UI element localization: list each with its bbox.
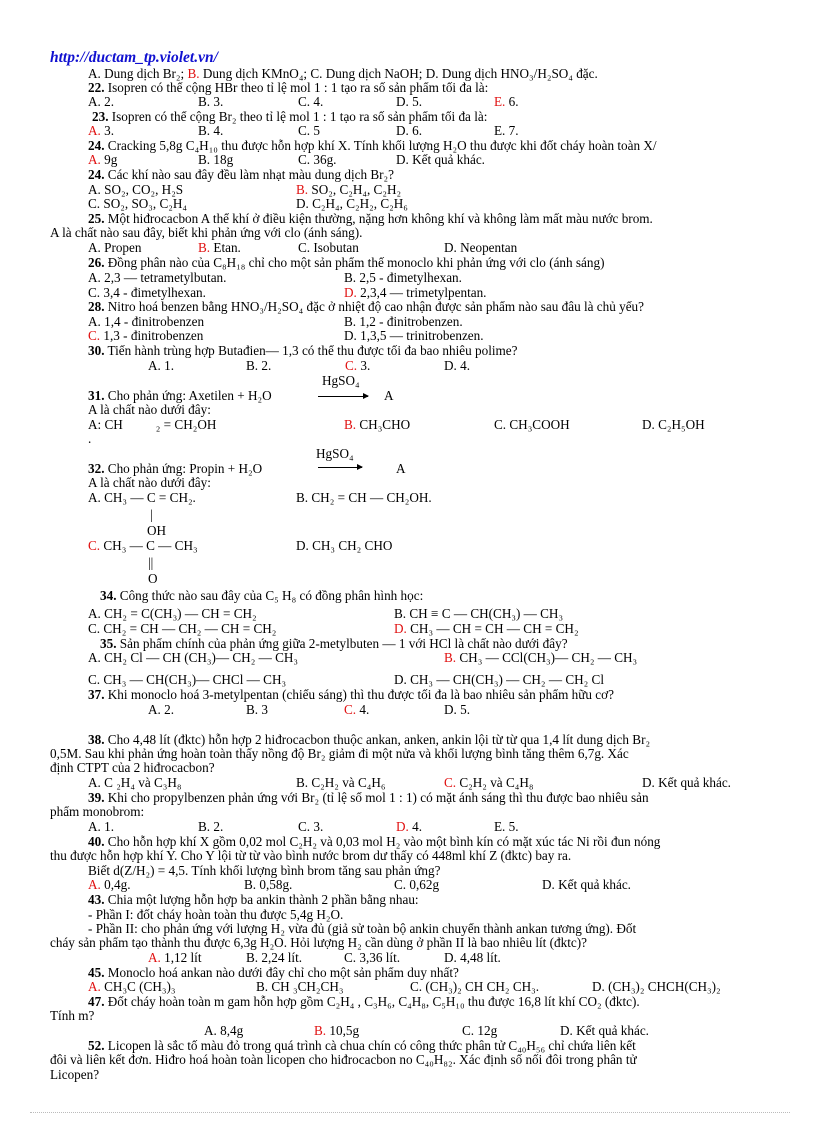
q45-stem: 45. Monoclo hoá ankan nào dưới đây chỉ cho một sản phẩm duy nhất? <box>88 965 459 980</box>
q43-stem-2: - Phần I: đốt cháy hoàn toàn thu được 5,4g H₂O. <box>88 907 344 922</box>
header-link[interactable]: http://ductam_tp.violet.vn/ <box>50 49 218 66</box>
q32-stem: 32. Cho phản ứng: Propin + H₂O <box>88 461 263 476</box>
q26-stem: 26. Đồng phân nào của C₈H₁₈ chỉ cho một sản phẩm thế monoclo khi phản ứng với clo (ánh sáng) <box>88 255 605 270</box>
q31-product: A <box>384 388 394 403</box>
q31-dot: . <box>88 431 92 446</box>
q32-line2: A là chất nào dưới đây: <box>88 475 211 490</box>
q40-stem-2: thu được hỗn hợp khí Y. Cho Y lội từ từ vào bình nước brom dư thấy có 448ml khí Z (đktc) bay ra. <box>50 848 572 863</box>
q32-oxygen: O <box>148 571 158 586</box>
q38-stem-3: định CTPT của 2 hiđrocacbon? <box>50 760 215 775</box>
q52-stem-2: đôi và liên kết đơn. Hiđro hoá hoàn toàn licopen cho hiđrocacbon no C₄₀H₈₂. Xác định số nối đôi trong phân tử <box>50 1052 637 1067</box>
q52-stem-3: Licopen? <box>50 1067 100 1082</box>
q31-catalyst: HgSO₄ <box>322 373 360 388</box>
q32-catalyst: HgSO₄ <box>316 446 354 461</box>
q25-stem-2: A là chất nào sau đây, biết khi phản ứng với clo (ánh sáng). <box>50 225 363 240</box>
q32-product: A <box>396 461 406 476</box>
q32-arrow <box>318 467 362 468</box>
q34-stem: 34. Công thức nào sau đây của C₅ H₈ có đồng phân hình học: <box>100 588 424 603</box>
document-page: http://ductam_tp.violet.vn/ A. Dung dịch Br₂; B. Dung dịch KMnO₄; C. Dung dịch NaOH; D. Dung dịch HNO₃/H₂SO₄ đặc. 22. Isopren có thể cộng HBr theo tỉ lệ mol 1 : 1 tạo ra số sản phẩm tối đa là: A. 2. B. 3. C. 4. D. 5. E. 6. 23. Isopren có thể cộng Br₂ theo tỉ lệ mol 1 : 1 tạo ra số sản phẩm tối đa là: A. 3. B. 4. C. 5 D. 6. E. 7. 24. Cracking 5,8g C₄H₁₀ thu được hỗn hợp khí X. Tính khối lượng H₂O thu được khi đốt cháy hoàn toàn X/ A. 9g B. 18g C. 36g. D. Kết quả khác. 24. Các khí nào sau đây đều làm nhạt màu dung dịch Br₂? A. SO₂, CO₂, H₂S B. SO₂, C₂H₄, C₂H₂ C. SO₂, SO₃, C₂H₄ D. C₂H₄, C₂H₂, C₂H₆ 25. Một hiđrocacbon A thể khí ở điều kiện thường, nặng hơn không khí và không làm mất màu nước brom. A là chất nào sau đây, biết khi phản ứng với clo (ánh sáng). A. Propen B. Etan. C. Isobutan D. Neopentan 26. Đồng phân nào của C₈H₁₈ chỉ cho một sản phẩm thế monoclo khi phản ứng với clo (ánh sáng) A. 2,3 — tetrametylbutan. B. 2,5 - đimetylhexan. C. 3,4 - đimetylhexan. D. 2,3,4 — trimetylpentan. 28. Nitro hoá benzen bằng HNO₃/H₂SO₄ đặc ở nhiệt độ cao nhận được sản phẩm nào sau đâu là chủ yếu? A. 1,4 - đinitrobenzen B. 1,2 - đinitrobenzen. C. 1,3 - đinitrobenzen D. 1,3,5 — trinitrobenzen. 30. Tiến hành trùng hợp Butađien— 1,3 có thể thu được tối đa bao nhiêu polime? A. 1. B. 2. C. 3. D. 4. HgSO₄ 31. Cho phản ứng: Axetilen + H₂O A A là chất nào dưới đây: A: CH ₂ = CH₂OH B. CH₃CHO C. CH₃COOH D. C₂H₅OH . HgSO₄ 32. Cho phản ứng: Propin + H₂O A A là chất nào dưới đây: A. CH₃ — C = CH₂. B. CH₂ = CH — CH₂OH. | OH C. CH₃ — C — CH₃ D. CH₃ CH₂ CHO || O 34. Công thức nào sau đây của C₅ H₈ có đồng phân hình học: A. CH₂ = C(CH₃) — CH = CH₂ B. CH ≡ C — CH(CH₃) — CH₃ C. CH₂ = CH — CH₂ — CH = CH₂ D. CH₃ — CH = CH — CH = CH₂ 35. Sản phẩm chính của phản ứng giữa 2-metylbuten — 1 với HCl là chất nào dưới đây? A. CH₂ Cl — CH (CH₃)— CH₂ — CH₃ B. CH₃ — CCl(CH₃)— CH₂ — CH₃ C. CH₃ — CH(CH₃)— CHCl — CH₃ D. CH₃ — CH(CH₃) — CH₂ — CH₂ Cl 37. Khi monoclo hoá 3-metylpentan (chiếu sáng) thì thu được tối đa là bao nhiêu sản phẩm hữu cơ? A. 2. B. 3 C. 4. D. 5. 38. Cho 4,48 lít (đktc) hỗn hợp 2 hiđrocacbon thuộc ankan, anken, ankin lội từ từ qua 1,4 lít dung dịch Br₂ 0,5M. Sau khi phản ứng hoàn toàn thấy nồng độ Br₂ giảm đi một nửa và khối lượng bình tăng thêm 6,7g. Xác định CTPT của 2 hiđrocacbon? A. C ₂H₄ và C₃H₈ B. C₂H₂ và C₄H₆ C. C₂H₂ và C₄H₈ D. Kết quả khác. 39. Khi cho propylbenzen phản ứng với Br₂ (tỉ lệ số mol 1 : 1) có mặt ánh sáng thì thu được bao nhiêu sản phẩm monobrom: A. 1. B. 2. C. 3. D. 4. E. 5. 40. Cho hỗn hợp khí X gồm 0,02 mol C₂H₂ và 0,03 mol H₂ vào một bình kín có mặt xúc tác Ni rồi đun nóng thu được hỗn hợp khí Y. Cho Y lội từ từ vào bình nước brom dư thấy có 448ml khí Z (đktc) bay ra. Biết d(Z/H₂) = 4,5. Tính khối lượng bình brom tăng sau phản ứng? A. 0,4g. B. 0,58g. C. 0,62g D. Kết quả khác. 43. Chia một lượng hỗn hợp ba ankin thành 2 phần bằng nhau: - Phần I: đốt cháy hoàn toàn thu được 5,4g H₂O. - Phần II: cho phản ứng với lượng H₂ vừa đủ (giả sử toàn bộ ankin chuyển thành ankan tương ứng). Đốt cháy sản phẩm tạo thành thu được 6,3g H₂O. Hỏi lượng H₂ cần dùng ở phần II là bao nhiêu lít (đktc)? A. 1,12 lít B. 2,24 lít. C. 3,36 lít. D. 4,48 lít. 45. Monoclo hoá ankan nào dưới đây chỉ cho một sản phẩm duy nhất? A. CH₃C (CH₃)₃ B. CH ₃CH₂CH₃ C. (CH₃)₂ CH CH₂ CH₃. D. (CH₃)₂ CHCH(CH₃)₂ 47. Đốt cháy hoàn toàn m gam hỗn hợp gồm C₂H₄ , C₃H₆, C₄H₈, C₅H₁₀ thu được 16,8 lít khí CO₂ (đktc). Tính m? A. 8,4g B. 10,5g C. 12g D. Kết quả khác. 52. Licopen là sắc tố màu đỏ trong quá trình cà chua chín có công thức phân tử C₄₀H₅₆ chỉ chứa liên kết đôi và liên kết đơn. Hiđro hoá hoàn toàn licopen cho hiđrocacbon no C₄₀H₈₂. Xác định số nối đôi trong phân tử Licopen? <box>0 0 816 1123</box>
q47-stem: 47. Đốt cháy hoàn toàn m gam hỗn hợp gồm C₂H₄ , C₃H₆, C₄H₈, C₅H₁₀ thu được 16,8 lít khí CO₂ (đktc). <box>88 994 640 1009</box>
q52-stem: 52. Licopen là sắc tố màu đỏ trong quá trình cà chua chín có công thức phân tử C₄₀H₅₆ chỉ chứa liên kết <box>88 1038 636 1053</box>
q28-stem: 28. Nitro hoá benzen bằng HNO₃/H₂SO₄ đặc ở nhiệt độ cao nhận được sản phẩm nào sau đâu là chủ yếu? <box>88 299 645 314</box>
q43-stem: 43. Chia một lượng hỗn hợp ba ankin thành 2 phần bằng nhau: <box>88 892 419 907</box>
q47-stem-2: Tính m? <box>50 1008 95 1023</box>
q37-stem: 37. Khi monoclo hoá 3-metylpentan (chiếu sáng) thì thu được tối đa là bao nhiêu sản phẩm hữu cơ? <box>88 687 614 702</box>
q22-stem: 22. Isopren có thể cộng HBr theo tỉ lệ mol 1 : 1 tạo ra số sản phẩm tối đa là: <box>88 80 489 95</box>
q38-stem: 38. Cho 4,48 lít (đktc) hỗn hợp 2 hiđrocacbon thuộc ankan, anken, ankin lội từ từ qua 1,4 lít dung dịch Br₂ <box>88 732 651 747</box>
q43-stem-3: - Phần II: cho phản ứng với lượng H₂ vừa đủ (giả sử toàn bộ ankin chuyển thành ankan tương ứng). Đốt <box>88 921 637 936</box>
q39-stem: 39. Khi cho propylbenzen phản ứng với Br₂ (tỉ lệ số mol 1 : 1) có mặt ánh sáng thì thu được bao nhiêu sản <box>88 790 649 805</box>
q32-oh: OH <box>147 523 167 538</box>
q31-arrow <box>318 396 368 397</box>
q31-line2: A là chất nào dưới đây: <box>88 402 211 417</box>
q38-stem-2: 0,5M. Sau khi phản ứng hoàn toàn thấy nồng độ Br₂ giảm đi một nửa và khối lượng bình tăng thêm 6,7g. Xác <box>50 746 629 761</box>
q24b-stem: 24. Các khí nào sau đây đều làm nhạt màu dung dịch Br₂? <box>88 167 395 182</box>
q40-stem: 40. Cho hỗn hợp khí X gồm 0,02 mol C₂H₂ và 0,03 mol H₂ vào một bình kín có mặt xúc tác Ni rồi đun nóng <box>88 834 661 849</box>
q39-stem-2: phẩm monobrom: <box>50 804 145 819</box>
q30-stem: 30. Tiến hành trùng hợp Butađien— 1,3 có thể thu được tối đa bao nhiêu polime? <box>88 343 518 358</box>
q32-bond-single: | <box>150 507 153 522</box>
q40-stem-3: Biết d(Z/H₂) = 4,5. Tính khối lượng bình brom tăng sau phản ứng? <box>88 863 441 878</box>
page-bottom-border <box>30 1112 790 1113</box>
q32-bond-double: || <box>148 555 154 570</box>
q21-options: A. Dung dịch Br₂; B. Dung dịch KMnO₄; C. Dung dịch NaOH; D. Dung dịch HNO₃/H₂SO₄ đặc. <box>88 66 598 81</box>
q25-stem: 25. Một hiđrocacbon A thể khí ở điều kiện thường, nặng hơn không khí và không làm mất màu nước brom. <box>88 211 653 226</box>
q35-stem: 35. Sản phẩm chính của phản ứng giữa 2-metylbuten — 1 với HCl là chất nào dưới đây? <box>100 636 568 651</box>
q23-stem: 23. Isopren có thể cộng Br₂ theo tỉ lệ mol 1 : 1 tạo ra số sản phẩm tối đa là: <box>92 109 488 124</box>
q24a-stem: 24. Cracking 5,8g C₄H₁₀ thu được hỗn hợp khí X. Tính khối lượng H₂O thu được khi đốt cháy hoàn toàn X/ <box>88 138 657 153</box>
q31-stem: 31. Cho phản ứng: Axetilen + H₂O <box>88 388 272 403</box>
q43-stem-4: cháy sản phẩm tạo thành thu được 6,3g H₂O. Hỏi lượng H₂ cần dùng ở phần II là bao nhiêu lít (đktc)? <box>50 935 587 950</box>
